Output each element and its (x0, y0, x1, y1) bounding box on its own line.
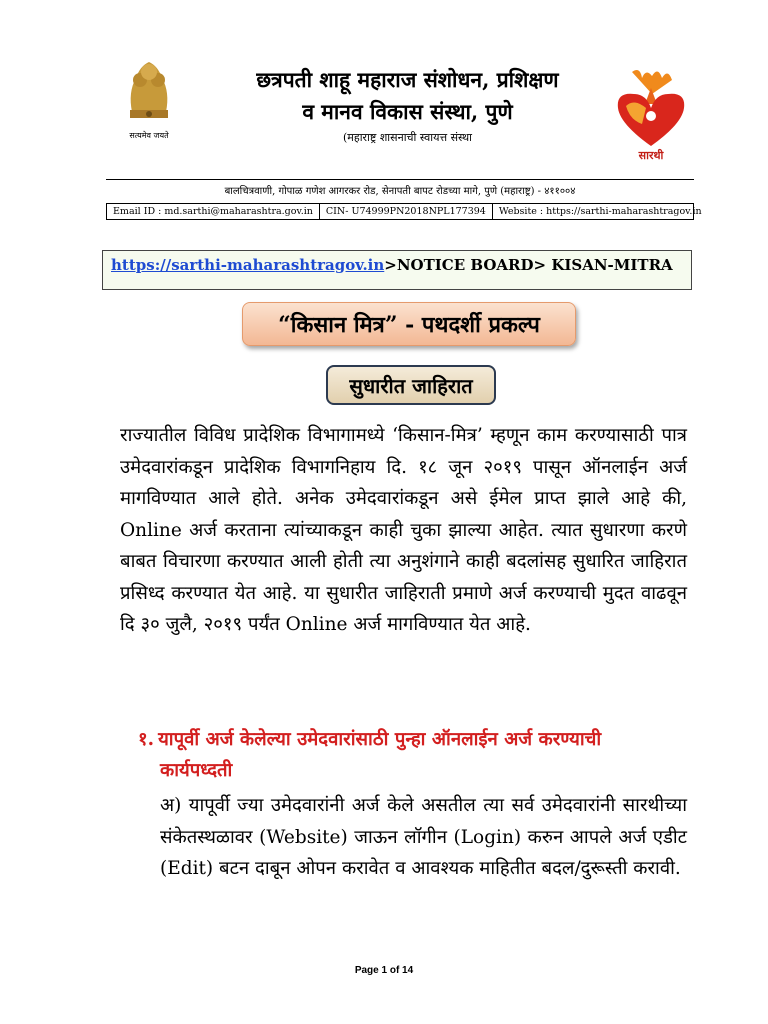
page-title: “किसान मित्र” - पथदर्शी प्रकल्प (242, 302, 576, 346)
section-1-heading-line2: कार्यपध्दती (160, 760, 233, 781)
institute-subtitle: (महाराष्ट्र शासनाची स्वायत्त संस्था (343, 131, 472, 144)
website-cell: Website : https://sarthi-maharashtragov.in (498, 206, 702, 217)
emblem-motto: सत्यमेव जयते (129, 131, 169, 140)
contact-info-table (106, 203, 702, 220)
institute-name-line2: व मानव विकास संस्था, पुणे (302, 99, 513, 124)
notice-paragraph: राज्यातील विविध प्रादेशिक विभागामध्ये ‘किसान-मित्र’ म्हणून काम करण्यासाठी पात्र उमेदवारांकडून प्रादेशिक विभागनिहाय दि. १८ जून २०१९ पासून ऑनलाईन अर्ज मागविण्यात आले होते. अनेक उमेदवारांकडून असे ईमेल प्राप्त झाले आहे की, Online अर्ज करताना त्यांच्याकडून काही चुका झाल्या आहेत. त्यात सुधारणा करणे बाबत विचारणा करण्यात आली होती त्या अनुशंगाने काही बदलांसह सुधारित जाहिरात प्रसिध्द करण्यात येत आहे. या सुधारीत जाहिराती प्रमाणे अर्ज करण्याची मुदत वाढवून दि ३० जुलै, २०१९ पर्यंत Online अर्ज मागविण्यात येत आहे. (120, 425, 687, 635)
section-1-body: अ) यापूर्वी ज्या उमेदवारांनी अर्ज केले असतील त्या सर्व उमेदवारांनी सारथीच्या संकेतस्थळावर (Website) जाऊन लॉगीन (Login) करुन आपले अर्ज एडीट (Edit) बटन दाबून ओपन करावेत व आवश्यक माहितीत बदल/दुरूस्ती करावी. (160, 795, 687, 879)
section-1-number: १. (138, 729, 155, 750)
institute-name-line1: छत्रपती शाहू महाराज संशोधन, प्रशिक्षण (256, 67, 559, 92)
email-cell: Email ID : md.sarthi@maharashtra.gov.in (107, 204, 320, 219)
breadcrumb-site-link[interactable]: https://sarthi-maharashtragov.in (111, 256, 385, 274)
state-emblem (118, 52, 180, 144)
address-line: बालचित्रवाणी, गोपाळ गणेश आगरकर रोड, सेनापती बापट रोडच्या मागे, पुणे (महाराष्ट्र) - ४११००४ (224, 186, 576, 197)
breadcrumb-path: >NOTICE BOARD> KISAN-MITRA (384, 256, 673, 274)
section-1-heading-line1: यापूर्वी अर्ज केलेल्या उमेदवारांसाठी पुन्हा ऑनलाईन अर्ज करण्याची (158, 729, 602, 750)
header-divider (106, 179, 694, 180)
page-number: Page 1 of 14 (354, 965, 414, 976)
breadcrumb (102, 250, 692, 290)
sarthi-logo-text: सारथी (638, 149, 664, 162)
cin-cell: CIN- U74999PN2018NPL177394 (320, 204, 493, 219)
page-subtitle: सुधारीत जाहिरात (326, 365, 496, 405)
section-1-heading (138, 724, 694, 786)
